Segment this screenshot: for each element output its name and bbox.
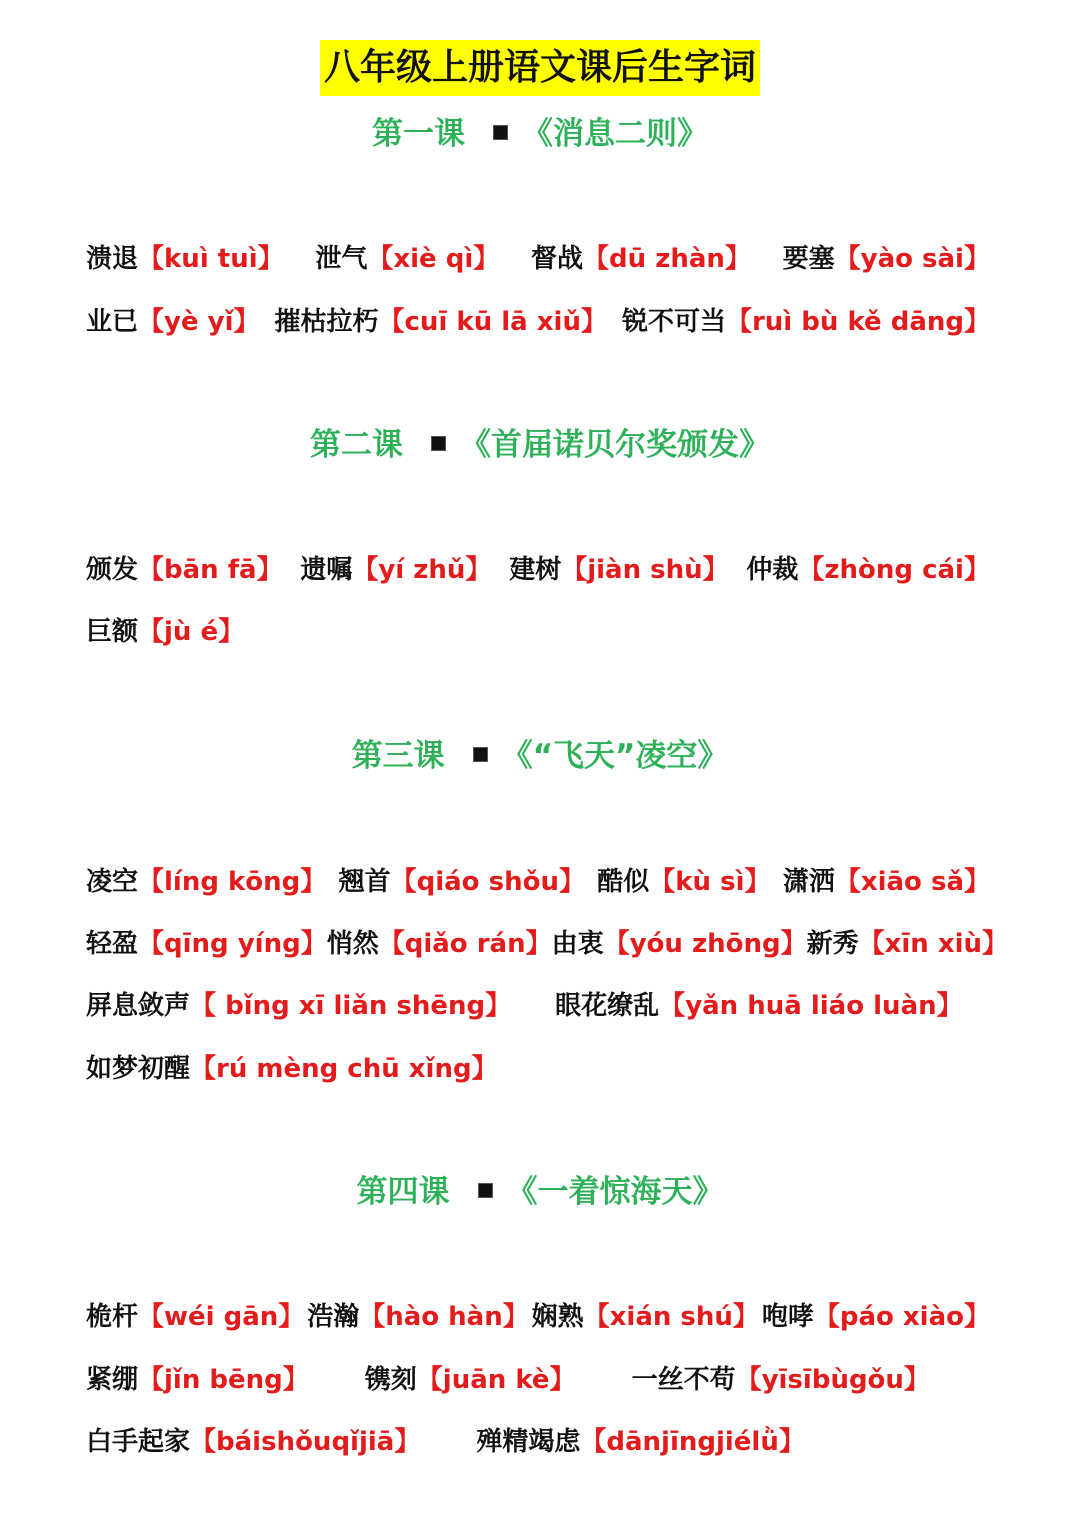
word-pinyin: 【ruì bù kě dāng】: [725, 307, 990, 337]
word-row: [86, 239, 990, 279]
word-row: [86, 1422, 990, 1462]
word-pinyin: 【qīng yíng】: [138, 929, 327, 959]
lesson-number: 第一课: [372, 116, 465, 152]
word-pinyin: 【qiáo shǒu】: [390, 867, 585, 897]
word-pinyin: 【hào hàn】: [359, 1302, 529, 1332]
word-pinyin: 【jù é】: [138, 617, 245, 647]
word-hanzi: 眼花缭乱: [555, 991, 660, 1021]
bullet-square-icon: [493, 125, 508, 140]
word-hanzi: 镌刻: [364, 1365, 417, 1395]
word-entry: [86, 1422, 420, 1462]
word-entry: [300, 550, 491, 590]
word-entry: [531, 239, 751, 279]
word-pinyin: 【juān kè】: [416, 1365, 576, 1395]
word-entry: [783, 239, 990, 279]
word-pinyin: 【dānjīngjiélǜ】: [580, 1427, 805, 1457]
word-pinyin: 【yīsībùgǒu】: [735, 1365, 930, 1395]
word-hanzi: 锐不可当: [621, 307, 726, 337]
word-row: [86, 924, 1009, 964]
word-hanzi: 娴熟: [531, 1302, 584, 1332]
word-hanzi: 轻盈: [86, 929, 139, 959]
lesson-name: 《首届诺贝尔奖颁发》: [460, 427, 770, 463]
word-hanzi: 如梦初醒: [86, 1054, 191, 1084]
word-entry: [315, 239, 499, 279]
word-pinyin: 【yóu zhōng】: [603, 929, 807, 959]
lesson-name: 《一着惊海天》: [506, 1174, 724, 1210]
word-entry: [307, 1297, 529, 1337]
word-pinyin: 【 bǐng xī liǎn shēng】: [190, 991, 512, 1021]
word-row: [86, 862, 990, 902]
word-hanzi: 酷似: [597, 867, 650, 897]
word-entry: [762, 1297, 990, 1337]
word-pinyin: 【kù sì】: [649, 867, 771, 897]
lesson-1-heading: [0, 114, 1080, 154]
word-entry: [86, 1049, 498, 1089]
word-hanzi: 摧枯拉朽: [274, 307, 379, 337]
word-entry: [532, 1297, 759, 1337]
word-pinyin: 【qiǎo rán】: [378, 929, 552, 959]
bullet-square-icon: [478, 1183, 493, 1198]
word-pinyin: 【báishǒuqǐjiā】: [190, 1427, 421, 1457]
word-hanzi: 由衷: [551, 929, 604, 959]
word-entry: [746, 550, 990, 590]
word-hanzi: 颁发: [86, 555, 139, 585]
word-hanzi: 桅杆: [86, 1302, 139, 1332]
word-entry: [555, 986, 962, 1026]
word-hanzi: 翘首: [338, 867, 391, 897]
word-hanzi: 殚精竭虑: [476, 1427, 581, 1457]
word-row: [86, 1049, 990, 1089]
word-entry: [597, 862, 770, 902]
word-hanzi: 溃退: [86, 244, 139, 274]
word-row: [86, 550, 990, 590]
word-entry: [807, 924, 1008, 964]
word-entry: [509, 550, 728, 590]
word-hanzi: 泄气: [315, 244, 368, 274]
word-entry: [476, 1422, 805, 1462]
word-pinyin: 【cuī kū lā xiǔ】: [378, 307, 607, 337]
word-pinyin: 【yí zhǔ】: [352, 555, 492, 585]
word-entry: [86, 302, 260, 342]
word-entry: [86, 239, 284, 279]
word-hanzi: 白手起家: [86, 1427, 191, 1457]
word-hanzi: 督战: [531, 244, 584, 274]
word-row: [86, 986, 990, 1026]
word-hanzi: 遗嘱: [300, 555, 353, 585]
word-pinyin: 【jǐn bēng】: [138, 1365, 309, 1395]
word-entry: [622, 302, 990, 342]
word-entry: [783, 862, 990, 902]
word-hanzi: 潇洒: [782, 867, 835, 897]
lesson-name: 《“飞天”凌空》: [501, 738, 729, 774]
word-pinyin: 【xiè qì】: [367, 244, 500, 274]
lesson-4-heading: [0, 1172, 1080, 1212]
word-pinyin: 【wéi gān】: [138, 1302, 305, 1332]
word-hanzi: 咆哮: [761, 1302, 814, 1332]
word-hanzi: 要塞: [782, 244, 835, 274]
word-pinyin: 【xián shú】: [583, 1302, 759, 1332]
word-entry: [86, 1360, 309, 1400]
word-pinyin: 【líng kōng】: [138, 867, 327, 897]
page-title: 八年级上册语文课后生字词: [320, 40, 760, 96]
word-entry: [365, 1360, 576, 1400]
word-entry: [327, 924, 552, 964]
lesson-3-heading: [0, 736, 1080, 776]
bullet-square-icon: [431, 436, 446, 451]
word-hanzi: 巨额: [86, 617, 139, 647]
word-pinyin: 【páo xiào】: [813, 1302, 990, 1332]
word-hanzi: 业已: [86, 307, 139, 337]
word-pinyin: 【rú mèng chū xǐng】: [190, 1054, 498, 1084]
lesson-number: 第二课: [310, 427, 403, 463]
lesson-name: 《消息二则》: [522, 116, 708, 152]
word-row: [86, 302, 990, 342]
word-pinyin: 【kuì tuì】: [138, 244, 284, 274]
word-hanzi: 凌空: [86, 867, 139, 897]
word-pinyin: 【jiàn shù】: [561, 555, 729, 585]
word-entry: [86, 986, 511, 1026]
word-row: [86, 1297, 990, 1337]
word-entry: [86, 924, 327, 964]
word-pinyin: 【yào sài】: [834, 244, 990, 274]
word-entry: [632, 1360, 930, 1400]
word-row: [86, 612, 990, 652]
word-entry: [339, 862, 585, 902]
word-pinyin: 【yǎn huā liáo luàn】: [659, 991, 963, 1021]
word-pinyin: 【yè yǐ】: [138, 307, 260, 337]
word-entry: [275, 302, 607, 342]
word-pinyin: 【dū zhàn】: [583, 244, 751, 274]
title-wrap: [0, 40, 1080, 96]
word-hanzi: 悄然: [326, 929, 379, 959]
word-hanzi: 紧绷: [86, 1365, 139, 1395]
word-hanzi: 一丝不苟: [631, 1365, 736, 1395]
word-pinyin: 【zhòng cái】: [798, 555, 990, 585]
word-hanzi: 新秀: [806, 929, 859, 959]
word-hanzi: 屏息敛声: [86, 991, 191, 1021]
bullet-square-icon: [473, 747, 488, 762]
word-entry: [552, 924, 807, 964]
word-hanzi: 仲裁: [746, 555, 799, 585]
word-entry: [86, 862, 326, 902]
word-hanzi: 浩瀚: [307, 1302, 360, 1332]
word-entry: [86, 612, 244, 652]
word-pinyin: 【xiāo sǎ】: [834, 867, 990, 897]
word-row: [86, 1360, 990, 1400]
lesson-2-heading: [0, 425, 1080, 465]
word-pinyin: 【xīn xiù】: [858, 929, 1009, 959]
word-pinyin: 【bān fā】: [138, 555, 283, 585]
word-entry: [86, 550, 283, 590]
word-hanzi: 建树: [509, 555, 562, 585]
lesson-number: 第三课: [351, 738, 445, 774]
lesson-number: 第四课: [356, 1174, 450, 1210]
word-entry: [86, 1297, 304, 1337]
